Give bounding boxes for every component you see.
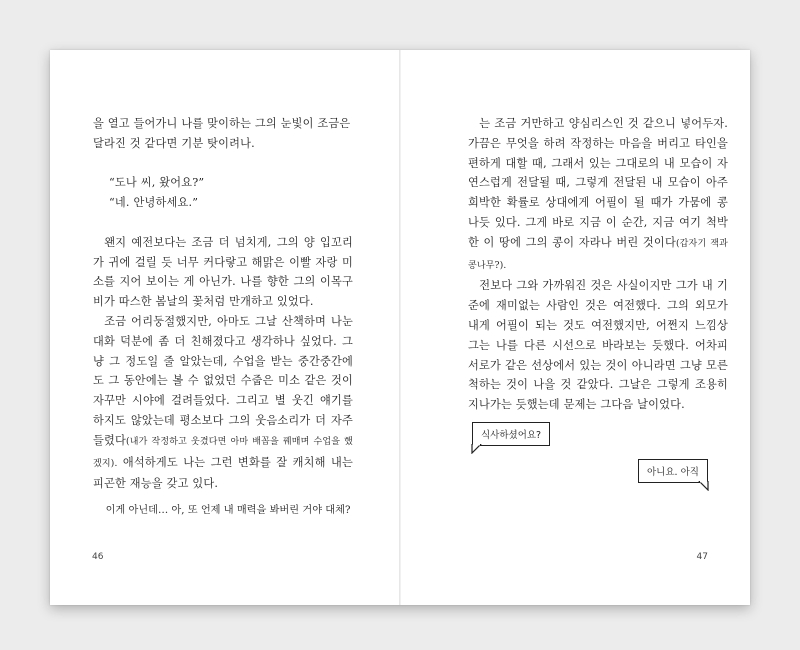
left-line-1: 을 열고 들어가니 나를 맞이하는 그의 눈빛이 조금은 — [93, 117, 351, 130]
page-number-left: 46 — [92, 552, 104, 562]
bubble-tail-icon — [697, 481, 709, 491]
left-page — [50, 50, 399, 605]
left-paragraph-3-note: (내가 작정하고 웃겼다면 아마 배꼽을 꿰매며 수업을 했겠지). — [93, 436, 353, 469]
book-spread — [50, 50, 750, 605]
dialog-line-2: “네. 안녕하세요.” — [109, 196, 199, 210]
right-page — [401, 50, 750, 605]
left-paragraph-3 — [93, 312, 353, 494]
right-body-text — [468, 114, 728, 415]
left-paragraph-3-end: 애석하게도 나는 그런 변화를 잘 캐치해 내는 피곤한 재능을 갖고 있다. — [93, 455, 353, 491]
speech-bubble-answer — [638, 459, 708, 483]
right-paragraph-1 — [468, 114, 728, 276]
left-paragraph-3-main: 조금 어리둥절했지만, 아마도 그날 산책하며 나눈 대화 덕분에 좀 더 친해졌다고 생각하나 싶었다. 그냥 그 정도일 줄 알았는데, 수업을 받는 중간중간에도 그 동안에는 볼 수 없었던 수줍은 미소 같은 것이 자꾸만 시야에 걸려들었다. 그리고 별 웃긴 얘기를 하지도 않았는데 평소보다 그의 웃음소리가 더 자주 들렸다 — [93, 314, 353, 447]
bubble-tail-icon — [471, 444, 483, 454]
closing-thought: 이게 아닌데… 아, 또 언제 내 매력을 봐버린 거야 대체? — [105, 505, 351, 516]
speech-bubble-question-text: 식사하셨어요? — [481, 430, 542, 441]
right-paragraph-1-note: (갑자기 잭과 콩나무?). — [468, 238, 728, 271]
left-line-2: 달라진 것 같다면 기분 탓이려나. — [93, 136, 255, 150]
page-number-right: 47 — [696, 552, 708, 562]
right-paragraph-1-main: 는 조금 거만하고 양심리스인 것 같으니 넣어두자. 가끔은 무엇을 하려 작정하는 마음을 버리고 타인을 편하게 대할 때, 그래서 있는 그대로의 내 모습이 자연스럽게 전달될 때, 그렇게 전달된 내 모습이 아주 희박한 확률로 상대에게 어필이 될 때가 가뭄에 콩 나듯 있다. 그게 바로 지금 이 순간, 지금 여기 척박한 이 땅에 그의 콩이 자라나 버린 것이다 — [468, 117, 728, 249]
dialog-line-1: “도나 씨, 왔어요?” — [109, 176, 205, 190]
right-paragraph-2: 전보다 그와 가까워진 것은 사실이지만 그가 내 기준에 재미없는 사람인 것은 여전했다. 그의 외모가 내게 어필이 되는 것도 여전했지만, 어쩐지 느낌상 그는 나를 다른 시선으로 바라보는 듯했다. 어차피 서로가 같은 선상에서 있는 것이 아니라면 그냥 모른 척하는 것이 나을 것 같았다. 그날은 그렇게 조용히 지나가는 듯했는데 문제는 그다음 날이었다. — [468, 279, 728, 412]
speech-bubble-question — [472, 422, 550, 446]
left-paragraph-2: 왠지 예전보다는 조금 더 넘치게, 그의 양 입꼬리가 귀에 걸릴 듯 너무 커다랗고 해맑은 이빨 자랑 미소를 지어 보이는 게 아닌가. 나를 향한 그의 이목구비가 따스한 봄날의 꽃처럼 만개하고 있었다. — [93, 235, 353, 309]
speech-bubble-answer-text: 아니요. 아직 — [647, 467, 699, 478]
left-body-text — [93, 114, 353, 494]
